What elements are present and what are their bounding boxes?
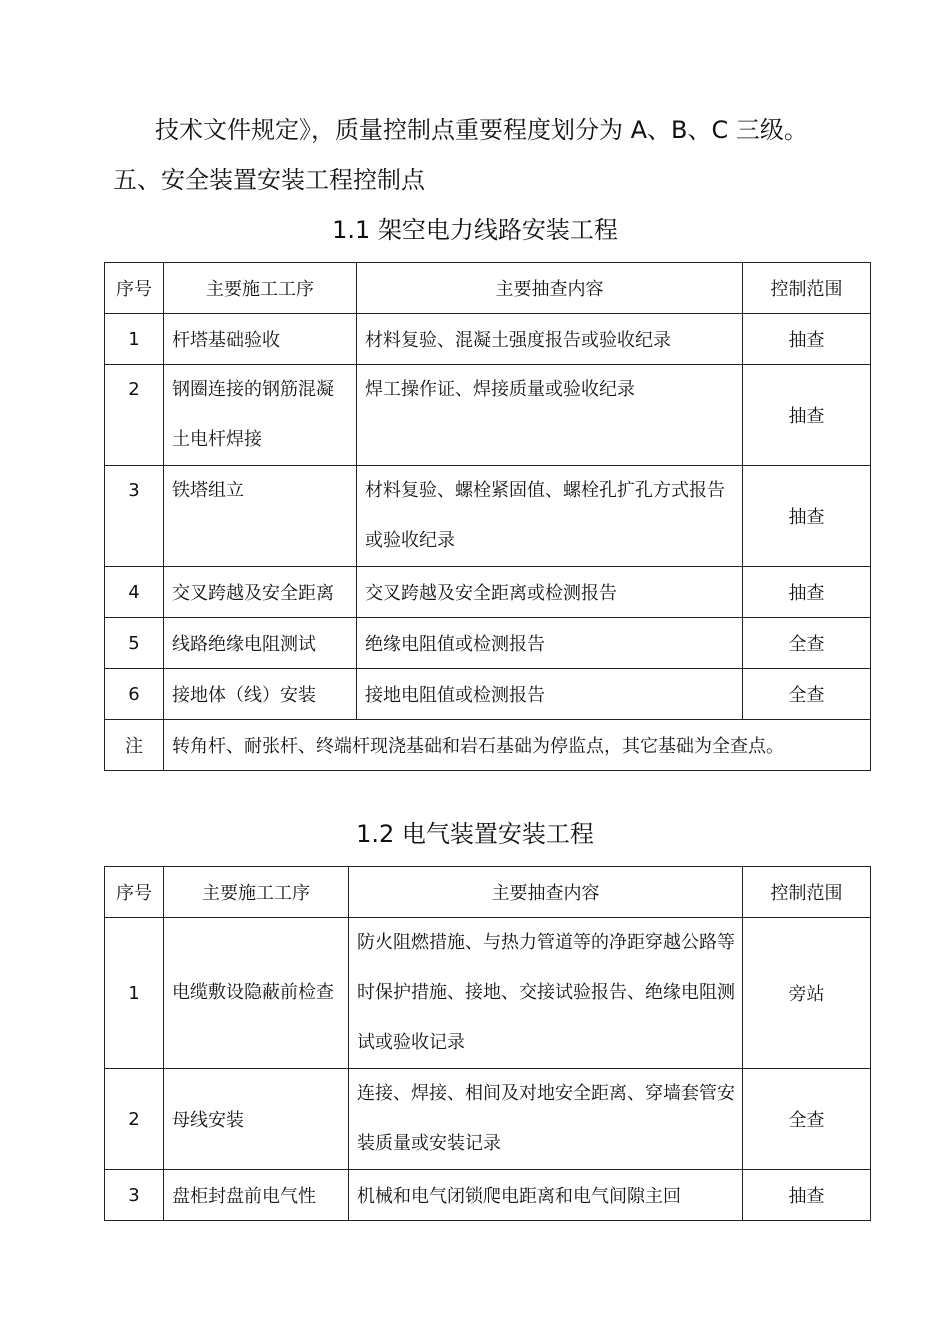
row-no: 1 — [105, 314, 164, 365]
header-cell-process: 主要施工工序 — [164, 867, 349, 918]
header-cell-no: 序号 — [105, 867, 164, 918]
row-no: 3 — [105, 1170, 164, 1221]
header-cell-process: 主要施工工序 — [164, 263, 357, 314]
row-no: 5 — [105, 618, 164, 669]
header-cell-content: 主要抽查内容 — [357, 263, 743, 314]
table-note-row — [105, 720, 871, 771]
table-header-row — [105, 867, 871, 918]
row-process: 盘柜封盘前电气性 — [164, 1170, 349, 1221]
row-no: 2 — [105, 365, 164, 466]
row-scope: 全查 — [743, 669, 871, 720]
row-scope: 抽查 — [743, 567, 871, 618]
row-content: 接地电阻值或检测报告 — [357, 669, 743, 720]
row-scope: 抽查 — [743, 466, 871, 567]
table-row — [105, 365, 871, 466]
header-cell-no: 序号 — [105, 263, 164, 314]
row-process: 线路绝缘电阻测试 — [164, 618, 357, 669]
row-process: 电缆敷设隐蔽前检查 — [164, 918, 349, 1069]
table1-title: 1.1 架空电力线路安装工程 — [332, 216, 618, 244]
note-label: 注 — [105, 720, 164, 771]
row-no: 6 — [105, 669, 164, 720]
header-cell-scope: 控制范围 — [743, 867, 871, 918]
row-content: 机械和电气闭锁爬电距离和电气间隙主回 — [349, 1170, 743, 1221]
row-no: 4 — [105, 567, 164, 618]
row-scope: 旁站 — [743, 918, 871, 1069]
row-content: 材料复验、混凝土强度报告或验收纪录 — [357, 314, 743, 365]
row-content: 防火阻燃措施、与热力管道等的净距穿越公路等时保护措施、接地、交接试验报告、绝缘电阻测试或验收记录 — [349, 918, 743, 1069]
row-process: 母线安装 — [164, 1069, 349, 1170]
table-row — [105, 618, 871, 669]
table-row — [105, 466, 871, 567]
row-process: 钢圈连接的钢筋混凝土电杆焊接 — [164, 365, 357, 466]
intro-paragraph-line: 技术文件规定》，质量控制点重要程度划分为 A、B、C 三级。 — [155, 116, 808, 144]
table-row — [105, 314, 871, 365]
row-process: 接地体（线）安装 — [164, 669, 357, 720]
control-points-table-electrical — [104, 866, 871, 1221]
row-scope: 全查 — [743, 618, 871, 669]
row-content: 连接、焊接、相间及对地安全距离、穿墙套管安装质量或安装记录 — [349, 1069, 743, 1170]
row-content: 绝缘电阻值或检测报告 — [357, 618, 743, 669]
table-row — [105, 567, 871, 618]
row-content: 交叉跨越及安全距离或检测报告 — [357, 567, 743, 618]
table-row — [105, 1069, 871, 1170]
table-row — [105, 918, 871, 1069]
row-no: 1 — [105, 918, 164, 1069]
row-no: 2 — [105, 1069, 164, 1170]
row-scope: 抽查 — [743, 365, 871, 466]
section-heading: 五、安全装置安装工程控制点 — [113, 166, 425, 194]
row-process: 杆塔基础验收 — [164, 314, 357, 365]
table-header-row — [105, 263, 871, 314]
row-process: 铁塔组立 — [164, 466, 357, 567]
row-scope: 抽查 — [743, 1170, 871, 1221]
table2-title: 1.2 电气装置安装工程 — [356, 820, 594, 848]
table-row — [105, 669, 871, 720]
control-points-table-overhead-lines — [104, 262, 871, 771]
row-content: 焊工操作证、焊接质量或验收纪录 — [357, 365, 743, 466]
header-cell-content: 主要抽查内容 — [349, 867, 743, 918]
table-row — [105, 1170, 871, 1221]
note-text: 转角杆、耐张杆、终端杆现浇基础和岩石基础为停监点，其它基础为全查点。 — [164, 720, 871, 771]
row-content: 材料复验、螺栓紧固值、螺栓孔扩孔方式报告或验收纪录 — [357, 466, 743, 567]
row-scope: 抽查 — [743, 314, 871, 365]
row-process: 交叉跨越及安全距离 — [164, 567, 357, 618]
row-scope: 全查 — [743, 1069, 871, 1170]
header-cell-scope: 控制范围 — [743, 263, 871, 314]
row-no: 3 — [105, 466, 164, 567]
